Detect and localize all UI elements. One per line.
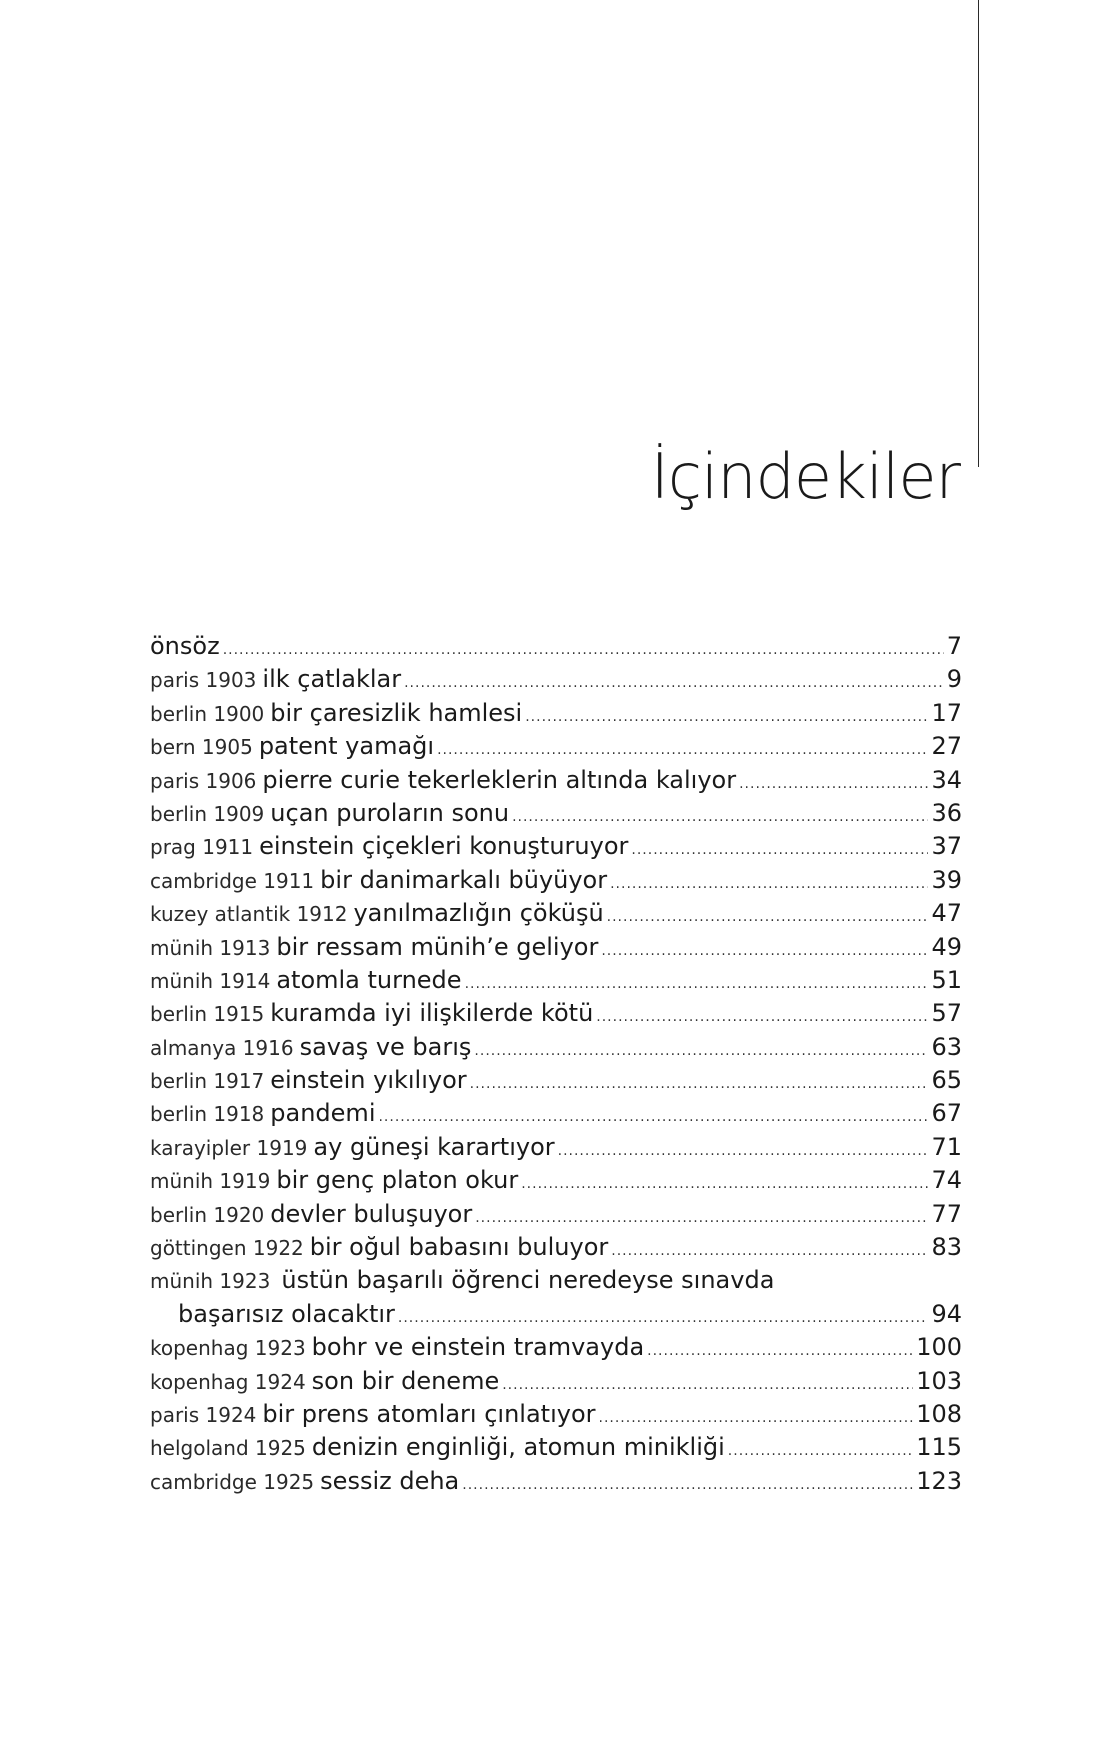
toc-page-number: 65 (931, 1066, 962, 1095)
toc-leader-dots (525, 701, 928, 734)
toc-leader-dots (739, 768, 928, 801)
toc-page-number: 67 (931, 1099, 962, 1128)
toc-chapter-title: einstein yıkılıyor (270, 1066, 467, 1095)
toc-entry[interactable] (150, 1231, 962, 1264)
toc-chapter-title: bir genç platon okur (276, 1166, 519, 1195)
toc-entry[interactable] (150, 964, 962, 997)
toc-page-number: 63 (931, 1032, 962, 1061)
toc-entry[interactable] (150, 663, 962, 696)
toc-place-year: helgoland 1925 (150, 1436, 306, 1461)
toc-leader-dots (462, 1469, 913, 1502)
table-of-contents (150, 630, 962, 1498)
toc-chapter-title: patent yamağı (258, 732, 435, 761)
toc-entry[interactable] (150, 1431, 962, 1464)
toc-entry[interactable] (150, 1031, 962, 1064)
toc-entry[interactable] (150, 864, 962, 897)
toc-page-number: 51 (931, 965, 962, 994)
toc-chapter-title: atomla turnede (276, 965, 462, 994)
toc-entry[interactable] (150, 697, 962, 730)
toc-entry[interactable] (150, 997, 962, 1030)
toc-entry[interactable] (150, 1064, 962, 1097)
toc-leader-dots (631, 834, 928, 867)
toc-place-year: berlin 1900 (150, 701, 265, 726)
toc-leader-dots (611, 1235, 928, 1268)
toc-page-number: 27 (931, 732, 962, 761)
toc-page-number: 77 (931, 1199, 962, 1228)
toc-place-year: göttingen 1922 (150, 1236, 304, 1261)
toc-entry[interactable] (150, 1198, 962, 1231)
toc-leader-dots (647, 1335, 913, 1368)
toc-page-number: 83 (931, 1233, 962, 1262)
toc-place-year: berlin 1918 (150, 1102, 265, 1127)
toc-chapter-title: sessiz deha (320, 1466, 460, 1495)
toc-place-year: cambridge 1925 (150, 1469, 315, 1494)
toc-place-year: bern 1905 (150, 735, 253, 760)
toc-entry[interactable] (150, 1264, 962, 1297)
toc-place-year: münih 1923 (150, 1269, 271, 1294)
toc-leader-dots (728, 1435, 913, 1468)
toc-entry[interactable] (150, 1131, 962, 1164)
toc-entry[interactable] (150, 931, 962, 964)
toc-entry[interactable] (150, 1097, 962, 1130)
toc-leader-dots (470, 1068, 929, 1101)
toc-place-year: münih 1919 (150, 1169, 271, 1194)
toc-chapter-title: einstein çiçekleri konuşturuyor (259, 832, 629, 861)
toc-chapter-title: son bir deneme (311, 1366, 500, 1395)
toc-page-number: 108 (916, 1399, 962, 1428)
toc-page-number: 7 (946, 632, 962, 660)
toc-leader-dots (437, 734, 928, 767)
toc-page-number: 39 (931, 865, 962, 894)
toc-entry[interactable] (150, 1164, 962, 1197)
toc-place-year: paris 1924 (150, 1402, 257, 1427)
toc-chapter-title: bir oğul babasını buluyor (309, 1233, 609, 1262)
toc-page-number: 123 (916, 1466, 962, 1495)
toc-place-year: kopenhag 1924 (150, 1369, 306, 1394)
toc-place-year: berlin 1917 (150, 1069, 265, 1094)
toc-chapter-title: yanılmazlığın çöküşü (353, 899, 604, 928)
toc-chapter-title: bohr ve einstein tramvayda (311, 1333, 645, 1362)
toc-entry[interactable] (150, 1398, 962, 1431)
toc-place-year: paris 1903 (150, 668, 257, 693)
toc-chapter-title: bir danimarkalı büyüyor (320, 865, 608, 894)
toc-entry[interactable] (150, 1331, 962, 1364)
toc-leader-dots (607, 901, 929, 934)
toc-entry[interactable] (150, 1465, 962, 1498)
toc-leader-dots (596, 1001, 928, 1034)
toc-leader-dots (599, 1402, 914, 1435)
toc-page-number: 47 (931, 899, 962, 928)
toc-chapter-title: önsöz (150, 632, 220, 660)
toc-leader-dots (558, 1135, 929, 1168)
toc-leader-dots (521, 1168, 928, 1201)
toc-page-number: 37 (931, 832, 962, 861)
page-title: İçindekiler (650, 439, 960, 513)
toc-place-year: kopenhag 1923 (150, 1336, 306, 1361)
toc-leader-dots (502, 1369, 913, 1402)
toc-page-number: 36 (931, 798, 962, 827)
toc-page-number: 103 (916, 1366, 962, 1395)
toc-place-year: karayipler 1919 (150, 1135, 308, 1160)
toc-chapter-title: pierre curie tekerleklerin altında kalıyor (262, 765, 737, 794)
toc-page-number: 57 (931, 999, 962, 1028)
toc-entry[interactable] (150, 630, 962, 663)
toc-chapter-title: bir ressam münih’e geliyor (276, 932, 599, 961)
toc-entry[interactable] (150, 730, 962, 763)
toc-chapter-title: bir çaresizlik hamlesi (270, 698, 523, 727)
toc-chapter-title: bir prens atomları çınlatıyor (262, 1399, 596, 1428)
toc-leader-dots (474, 1035, 928, 1068)
toc-chapter-title: denizin enginliği, atomun minikliği (311, 1433, 725, 1462)
toc-entry[interactable] (150, 764, 962, 797)
toc-leader-dots (398, 1302, 929, 1335)
toc-page-number: 100 (916, 1333, 962, 1362)
toc-chapter-title: pandemi (270, 1099, 376, 1128)
toc-chapter-title: ilk çatlaklar (262, 665, 402, 694)
toc-entry[interactable] (150, 797, 962, 830)
toc-chapter-title: ay güneşi karartıyor (313, 1132, 555, 1161)
toc-place-year: berlin 1920 (150, 1202, 265, 1227)
toc-page-number: 94 (931, 1299, 962, 1328)
toc-leader-dots (601, 935, 928, 968)
toc-leader-dots (610, 868, 928, 901)
toc-page-number: 49 (931, 932, 962, 961)
toc-entry-continuation[interactable] (150, 1298, 962, 1331)
toc-place-year: prag 1911 (150, 835, 254, 860)
toc-chapter-title-continued: başarısız olacaktır (178, 1299, 395, 1328)
toc-chapter-title: üstün başarılı öğrenci neredeyse sınavda (281, 1266, 775, 1295)
toc-chapter-title: devler buluşuyor (270, 1199, 473, 1228)
toc-page-number: 17 (931, 698, 962, 727)
toc-place-year: cambridge 1911 (150, 868, 315, 893)
page-edge-rule (978, 0, 979, 467)
toc-chapter-title: kuramda iyi ilişkilerde kötü (270, 999, 594, 1028)
toc-leader-dots (512, 801, 928, 834)
toc-leader-dots (378, 1101, 928, 1134)
toc-place-year: almanya 1916 (150, 1035, 294, 1060)
toc-place-year: kuzey atlantik 1912 (150, 902, 348, 927)
toc-leader-dots (404, 667, 944, 700)
toc-entry[interactable] (150, 830, 962, 863)
toc-chapter-title: savaş ve barış (299, 1032, 472, 1061)
toc-place-year: münih 1914 (150, 968, 271, 993)
toc-page-number: 74 (931, 1166, 962, 1195)
toc-page-number: 115 (916, 1433, 962, 1462)
toc-leader-dots (465, 968, 929, 1001)
toc-page-number: 34 (931, 765, 962, 794)
toc-page-number: 9 (946, 665, 962, 694)
toc-leader-dots (223, 634, 944, 667)
toc-chapter-title: uçan puroların sonu (270, 798, 510, 827)
toc-page-number: 71 (931, 1132, 962, 1161)
toc-entry[interactable] (150, 1365, 962, 1398)
toc-leader-dots (475, 1202, 928, 1235)
toc-place-year: paris 1906 (150, 768, 257, 793)
toc-place-year: berlin 1909 (150, 801, 265, 826)
toc-place-year: münih 1913 (150, 935, 271, 960)
toc-entry[interactable] (150, 897, 962, 930)
toc-place-year: berlin 1915 (150, 1002, 265, 1027)
